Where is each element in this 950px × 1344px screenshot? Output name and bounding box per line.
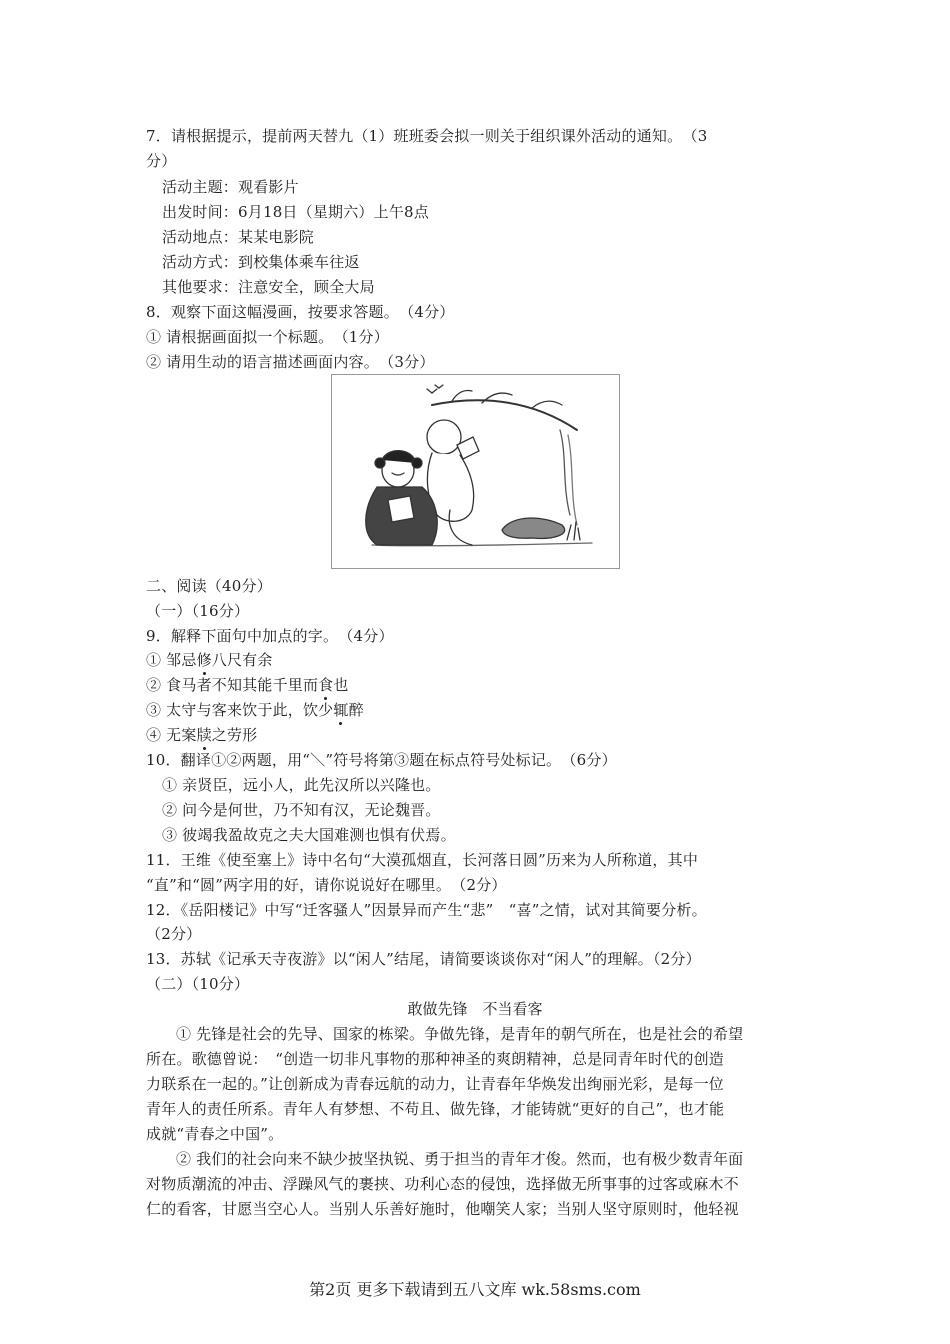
paragraph-line: ① 先锋是社会的先导、国家的栋梁。争做先锋，是青年的朝气所在，也是社会的希望 [176,1025,744,1043]
paragraph-line: 力联系在一起的。”让创新成为青春远航的动力，让青春年华焕发出绚丽光彩，是每一位 [146,1075,724,1093]
page-footer: 第2页 更多下载请到五八文库 wk.58sms.com [309,1280,641,1299]
part1-heading: （一）（16分） [146,602,250,620]
paragraph-line: 对物质潮流的冲击、浮躁风气的裹挟、功利心态的侵蚀，选择做无所事事的过客或麻木不 [146,1175,739,1193]
q8-sub2: ② 请用生动的语言描述画面内容。 （3分） [146,353,435,371]
q11-line2: “直”和“圆”两字用的好，请你说说好在哪里。 （2分） [146,876,507,894]
q12-line1: 12．《岳阳楼记》中写“迁客骚人”因景异而产生“悲” “喜”之情，试对其简要分析。 [146,901,707,919]
q10-item: ③ 彼竭我盈故克之夫大国难测也惧有伏焉。 [162,826,456,844]
q10-item: ① 亲贤臣，远小人，此先汉所以兴隆也。 [162,776,441,794]
q7-line1: 7．请根据提示，提前两天替九（1）班班委会拟一则关于组织课外活动的通知。 （3 [146,127,708,145]
q10-line1: 10．翻译①②两题，用“＼”符号将第③题在标点符号处标记。 （6分） [146,751,617,769]
q7-item: 出发时间：6月18日（星期六）上午8点 [162,203,429,221]
dotted-char: 修 [196,651,212,669]
paragraph-line: 成就“青春之中国”。 [146,1125,284,1143]
q9-item-a: ① 邹忌修八尺有余 [146,651,273,669]
cartoon-image [331,374,620,569]
q9-item-c: ③ 太守与客来饮于此，饮少辄醉 [146,701,364,719]
q9-item-d: ④ 无案牍之劳形 [146,726,258,744]
paragraph-line: ② 我们的社会向来不缺少披坚执锐、勇于担当的青年才俊。然而，也有极少数青年面 [176,1150,744,1168]
cartoon-drawing [332,375,619,568]
q13-line1: 13．苏轼《记承天寺夜游》以“闲人”结尾，请简要谈谈你对“闲人”的理解。（2分） [146,950,701,968]
paragraph-line: 所在。歌德曾说： “创造一切非凡事物的那种神圣的爽朗精神，总是同青年时代的创造 [146,1050,724,1068]
q9-item-b: ② 食马者不知其能千里而食也 [146,676,349,694]
dotted-char: 食 [318,676,334,694]
article-title: 敢做先锋 不当看客 [407,1000,543,1018]
q9-line1: 9．解释下面句中加点的字。 （4分） [146,627,394,645]
q7-item: 其他要求：注意安全，顾全大局 [162,278,375,296]
dotted-char: 牍 [196,726,212,744]
part2-heading: （二）（10分） [146,975,250,993]
paragraph-line: 青年人的责任所系。青年人有梦想、不苟且、做先锋，才能铸就“更好的自己”，也才能 [146,1100,725,1118]
q7-item: 活动地点：某某电影院 [162,228,315,246]
q7-item: 活动方式：到校集体乘车往返 [162,253,360,271]
q12-line2: （2分） [146,925,202,943]
q7-line2: 分） [146,152,177,170]
q8-sub1: ① 请根据画面拟一个标题。 （1分） [146,328,389,346]
q10-item: ② 问今是何世，乃不知有汉，无论魏晋。 [162,801,441,819]
q7-item: 活动主题：观看影片 [162,178,299,196]
section2-heading: 二、阅读（40分） [146,577,272,595]
dotted-char: 辄 [333,701,349,719]
q8-line1: 8．观察下面这幅漫画，按要求答题。 （4分） [146,303,455,321]
paragraph-line: 仁的看客，甘愿当空心人。当别人乐善好施时，他嘲笑人家；当别人坚守原则时，他轻视 [146,1200,739,1218]
q11-line1: 11．王维《使至塞上》诗中名句“大漠孤烟直，长河落日圆”历来为人所称道，其中 [146,851,699,869]
